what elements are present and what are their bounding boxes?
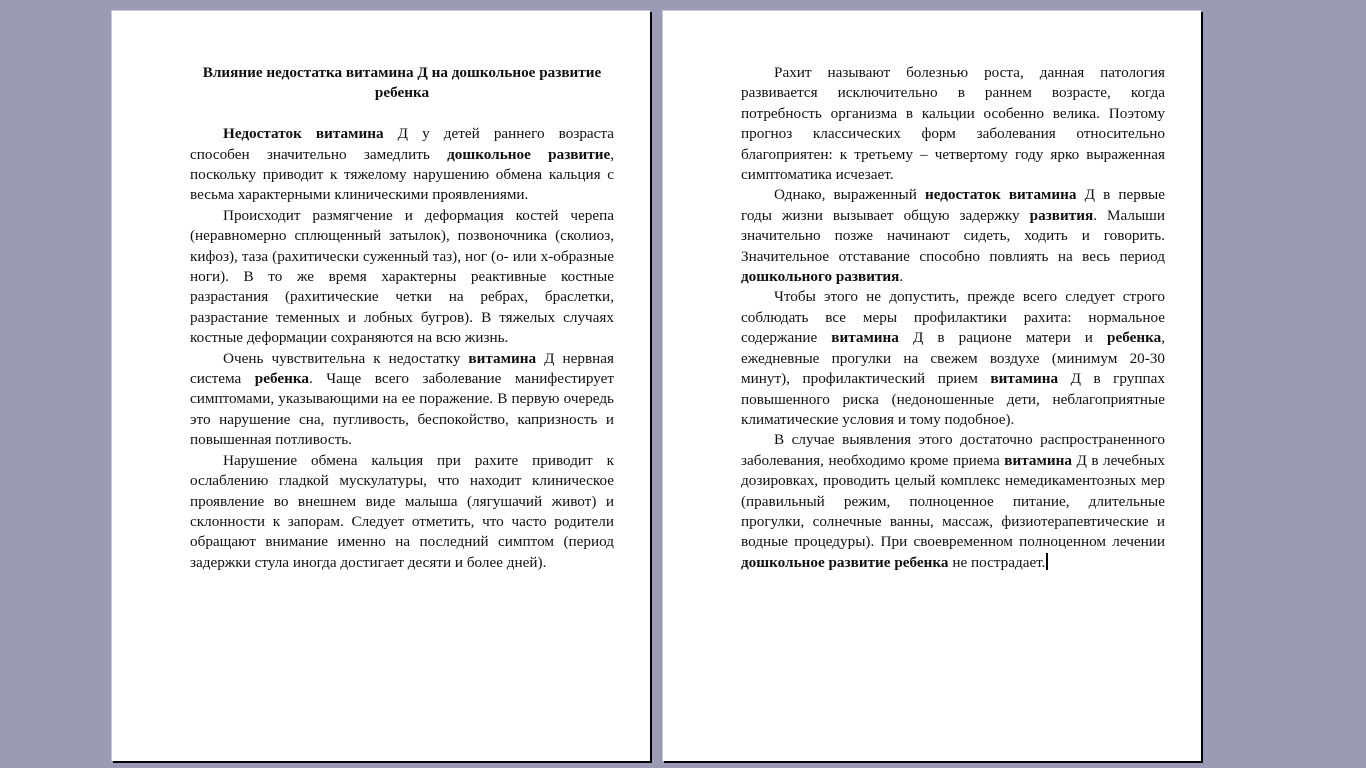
- text-run: .: [899, 268, 904, 286]
- bold-text-run: дошкольное развитие ребенка: [741, 553, 949, 571]
- bold-text-run: витамина: [468, 349, 537, 367]
- page-1-paragraphs: [190, 124, 614, 573]
- page-2-paragraphs: [741, 63, 1165, 573]
- bold-text-run: дошкольное развитие: [447, 145, 611, 163]
- document-title: Влияние недостатка витамина Д на дошкольное развитие ребенка: [202, 64, 602, 102]
- page-1-content[interactable]: [190, 63, 614, 573]
- paragraph: [741, 287, 1165, 430]
- paragraph: [741, 185, 1165, 287]
- text-cursor: [1046, 553, 1048, 570]
- text-run: Чтобы этого не допустить, прежде всего следует строго соблюдать все меры профилактики рахита: нормальное содержание: [741, 288, 1165, 347]
- paragraph: [741, 430, 1165, 573]
- bold-text-run: витамина: [831, 329, 899, 347]
- text-run: . Малыши значительно позже начинают сидеть, ходить и говорить. Значительное отставание способно повлиять на весь период: [741, 206, 1165, 265]
- bold-text-run: дошкольного развития: [741, 268, 900, 286]
- text-run: Происходит размягчение и деформация костей черепа (неравномерно сплющенный затылок), позвоночника (сколиоз, кифоз), таза (рахитически суженный таз), ног (о- или х-образные ноги). В то же время характерны реактивные костные разрастания (рахитические четки на ребрах, браслетки, разрастание теменных и лобных бугров). В тяжелых случаях костные деформации сохраняются на всю жизнь.: [190, 206, 614, 347]
- bold-text-run: витамина: [1004, 451, 1072, 469]
- text-run: Д нервная система: [190, 349, 614, 388]
- text-run: Д в первые годы жизни вызывает общую задержку: [741, 186, 1165, 224]
- text-run: , поскольку приводит к тяжелому нарушению обмена кальция с весьма характерными клиническими проявлениями.: [190, 145, 614, 204]
- text-run: Нарушение обмена кальция при рахите приводит к ослаблению гладкой мускулатуры, что находит клиническое проявление во внешнем виде малыша (лягушачий живот) и склонности к запорам. Следует отметить, что часто родители обращают внимание именно на последний симптом (период задержки стула иногда достигает десяти и более дней).: [190, 451, 614, 571]
- document-page-2[interactable]: [662, 10, 1201, 761]
- text-run: , ежедневные прогулки на свежем воздухе (минимум 20-30 минут), профилактический прием: [741, 329, 1165, 388]
- bold-text-run: ребенка: [254, 370, 309, 388]
- text-run: Д в лечебных дозировках, проводить целый комплекс немедикаментозных мер (правильный режим, полноценное питание, длительные прогулки, солнечные ванны, массаж, физиотерапевтические и водные процедуры). При своевременном полноценном лечении: [741, 451, 1165, 551]
- text-run: Однако, выраженный: [774, 186, 925, 204]
- paragraph: [190, 124, 614, 206]
- text-run: Д в рационе матери и: [898, 329, 1107, 347]
- paragraph: [190, 206, 614, 349]
- paragraph: [190, 349, 614, 451]
- text-run: В случае выявления этого достаточно распространенного заболевания, необходимо кроме приема: [741, 431, 1165, 469]
- bold-text-run: Недостаток витамина: [223, 125, 384, 143]
- bold-text-run: недостаток витамина: [924, 186, 1077, 204]
- text-run: не пострадает.: [948, 553, 1046, 571]
- text-run: Очень чувствительна к недостатку: [223, 349, 469, 367]
- text-run: . Чаще всего заболевание манифестирует симптомами, указывающими на ее поражение. В первую очередь это нарушение сна, пугливость, беспокойство, капризность и повышенная потливость.: [190, 370, 614, 449]
- paragraph: [190, 451, 614, 573]
- bold-text-run: развития: [1029, 206, 1094, 224]
- paragraph: [741, 63, 1165, 185]
- bold-text-run: витамина: [990, 370, 1059, 388]
- text-run: Рахит называют болезнью роста, данная патология развивается исключительно в раннем возрасте, когда потребность организма в кальции особенно велика. Поэтому прогноз классических форм заболевания относительно благоприятен: к третьему – четвертому году ярко выраженная симптоматика исчезает.: [741, 64, 1165, 184]
- text-run: Д в группах повышенного риска (недоношенные дети, неблагоприятные климатические условия и тому подобное).: [741, 370, 1165, 428]
- bold-text-run: ребенка: [1107, 329, 1162, 347]
- page-2-content[interactable]: [741, 63, 1165, 573]
- text-run: Д у детей раннего возраста способен значительно замедлить: [190, 125, 614, 163]
- document-page-1[interactable]: [111, 10, 650, 761]
